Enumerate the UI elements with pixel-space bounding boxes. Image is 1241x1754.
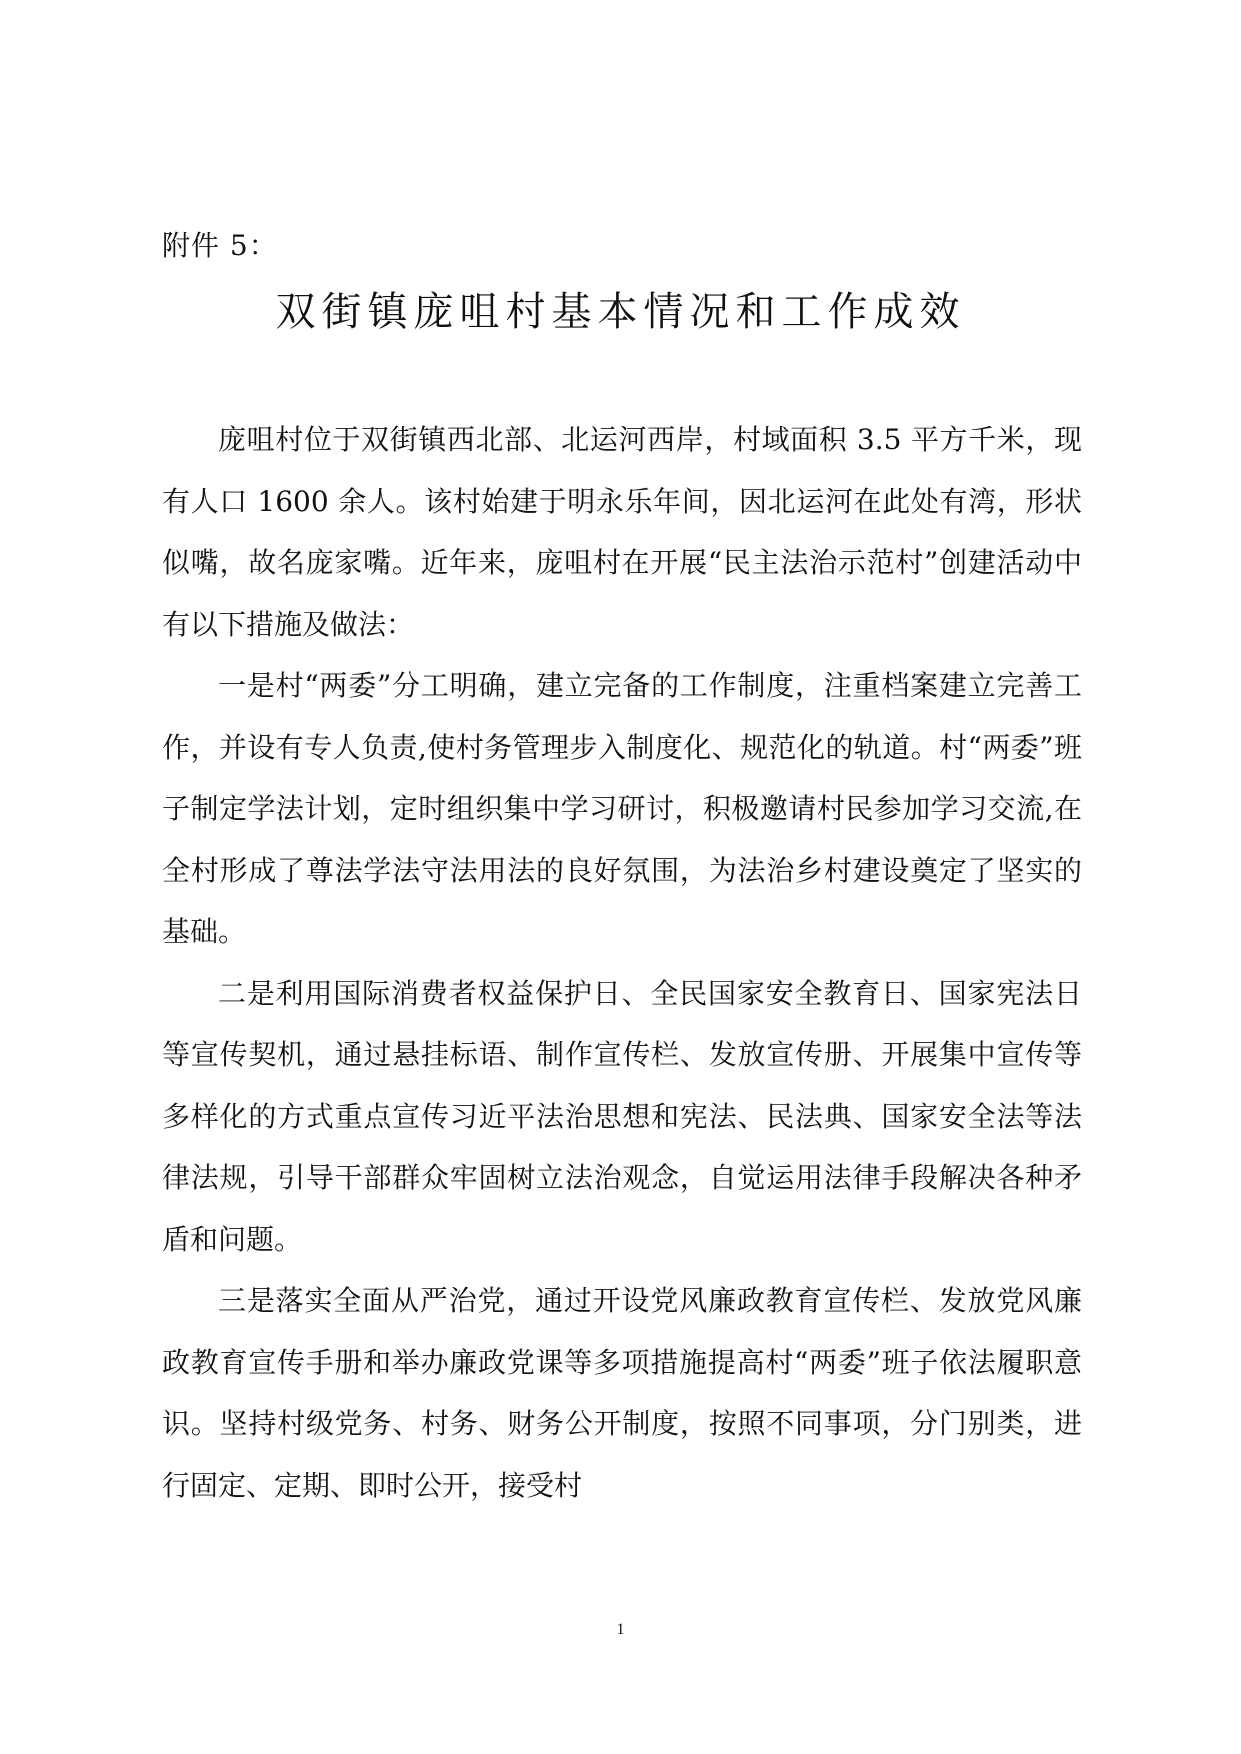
page-number: 1 (616, 1621, 625, 1638)
paragraph-point-one: 一是村“两委”分工明确，建立完备的工作制度，注重档案建立完善工作，并设有专人负责,使村务管理步入制度化、规范化的轨道。村“两委”班子制定学法计划，定时组织集中学习研讨，积极邀请村民参加学习交流,在全村形成了尊法学法守法用法的良好氛围，为法治乡村建设奠定了坚实的基础。 (162, 669, 1082, 948)
paragraph-point-two: 二是利用国际消费者权益保护日、全民国家安全教育日、国家宪法日等宣传契机，通过悬挂标语、制作宣传栏、发放宣传册、开展集中宣传等多样化的方式重点宣传习近平法治思想和宪法、民法典、国家安全法等法律法规，引导干部群众牢固树立法治观念，自觉运用法律手段解决各种矛盾和问题。 (162, 976, 1082, 1256)
document-title: 双街镇庞咀村基本情况和工作成效 (275, 289, 966, 335)
document-body (162, 412, 1082, 1516)
paragraph-intro: 庞咀村位于双街镇西北部、北运河西岸，村域面积 3.5 平方千米，现有人口 1600 余人。该村始建于明永乐年间，因北运河在此处有湾，形状似嘴，故名庞家嘴。近年来，庞咀村在开展“民主法治示范村”创建活动中有以下措施及做法： (162, 423, 1082, 641)
paragraph-point-three: 三是落实全面从严治党，通过开设党风廉政教育宣传栏、发放党风廉政教育宣传手册和举办廉政党课等多项措施提高村“两委”班子依法履职意识。坚持村级党务、村务、财务公开制度，按照不同事项，分门别类，进行固定、定期、即时公开，接受村 (162, 1284, 1082, 1502)
attachment-label: 附件 5： (162, 229, 278, 262)
